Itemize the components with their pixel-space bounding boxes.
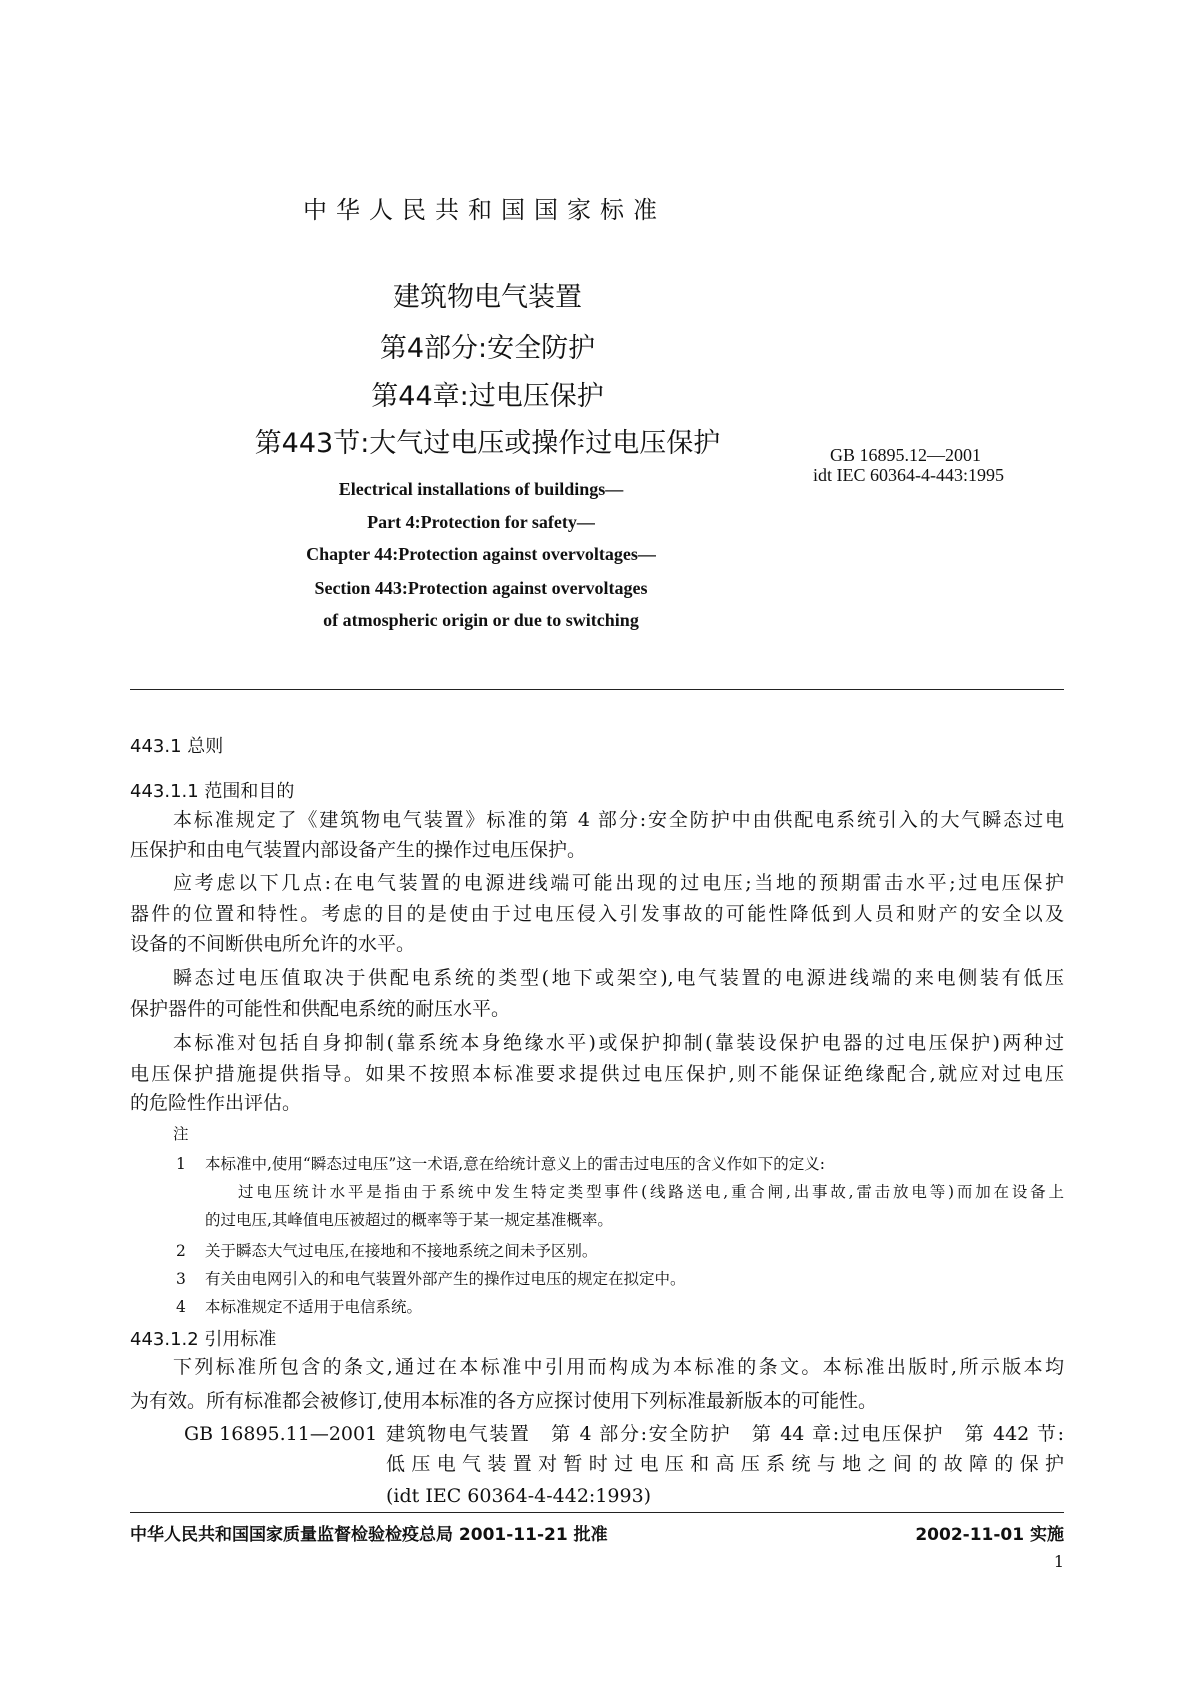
paragraph-line: 应考虑以下几点:在电气装置的电源进线端可能出现的过电压;当地的预期雷击水平;过电压保护 [173, 872, 1064, 894]
title-en-4: Section 443:Protection against overvoltages [314, 578, 648, 598]
title-cn-4: 第443节:大气过电压或操作过电压保护 [254, 428, 721, 459]
paragraph-line: 的危险性作出评估。 [130, 1092, 302, 1114]
divider [130, 689, 1064, 690]
note-definition: 的过电压,其峰值电压被超过的概率等于某一规定基准概率。 [205, 1211, 613, 1229]
note-text: 关于瞬态大气过电压,在接地和不接地系统之间未予区别。 [205, 1242, 598, 1260]
note-label: 注 [173, 1125, 189, 1143]
paragraph-line: 本标准对包括自身抑制(靠系统本身绝缘水平)或保护抑制(靠装设保护电器的过电压保护)两种过 [173, 1032, 1064, 1054]
note-definition: 过电压统计水平是指由于系统中发生特定类型事件(线路送电,重合闸,出事故,雷击放电等)而加在设备上 [238, 1183, 1064, 1201]
paragraph-line: 为有效。所有标准都会被修订,使用本标准的各方应探讨使用下列标准最新版本的可能性。 [130, 1390, 878, 1412]
note-number: 3 [176, 1270, 186, 1288]
note-text: 本标准中,使用“瞬态过电压”这一术语,意在给统计意义上的雷击过电压的含义作如下的定义: [205, 1155, 825, 1173]
note-number: 2 [176, 1242, 186, 1260]
page-number: 1 [1053, 1552, 1064, 1571]
paragraph-line: 压保护和由电气装置内部设备产生的操作过电压保护。 [130, 839, 587, 861]
standard-number: GB 16895.12—2001 [830, 445, 982, 465]
title-en-3: Chapter 44:Protection against overvoltages— [306, 544, 656, 564]
paragraph-line: 器件的位置和特性。考虑的目的是使由于过电压侵入引发事故的可能性降低到人员和财产的安全以及 [130, 903, 1064, 925]
paragraph-line: 保护器件的可能性和供配电系统的耐压水平。 [130, 998, 511, 1020]
title-cn-2: 第4部分:安全防护 [379, 333, 596, 364]
approval-info: 中华人民共和国国家质量监督检验检疫总局 2001-11-21 批准 [130, 1525, 608, 1545]
title-en-5: of atmospheric origin or due to switching [323, 610, 639, 630]
footer-divider [130, 1512, 1064, 1513]
title-en-2: Part 4:Protection for safety— [367, 512, 595, 532]
reference-code: GB 16895.11—2001 [184, 1423, 378, 1445]
paragraph-line: 瞬态过电压值取决于供配电系统的类型(地下或架空),电气装置的电源进线端的来电侧装有低压 [173, 967, 1064, 989]
title-cn-3: 第44章:过电压保护 [371, 381, 604, 412]
reference-title: 建筑物电气装置 第 4 部分:安全防护 第 44 章:过电压保护 第 442 节: [386, 1423, 1064, 1445]
implementation-date: 2002-11-01 实施 [915, 1525, 1064, 1545]
title-en-1: Electrical installations of buildings— [338, 479, 624, 499]
paragraph-line: 下列标准所包含的条文,通过在本标准中引用而构成为本标准的条文。本标准出版时,所示版本均 [173, 1356, 1064, 1378]
section-443-1-2: 443.1.2 引用标准 [130, 1329, 277, 1350]
reference-title: 低压电气装置对暂时过电压和高压系统与地之间的故障的保护 [386, 1453, 1064, 1475]
title-cn-1: 建筑物电气装置 [393, 282, 582, 313]
reference-idt: (idt IEC 60364-4-442:1993) [386, 1485, 652, 1507]
note-number: 1 [176, 1155, 186, 1173]
note-number: 4 [176, 1298, 186, 1316]
note-text: 本标准规定不适用于电信系统。 [205, 1298, 423, 1316]
idt-reference: idt IEC 60364-4-443:1995 [813, 465, 1004, 485]
section-443-1: 443.1 总则 [130, 736, 224, 757]
paragraph-line: 设备的不间断供电所允许的水平。 [130, 933, 416, 955]
national-standard-header: 中华人民共和国国家标准 [303, 196, 666, 224]
section-443-1-1: 443.1.1 范围和目的 [130, 781, 295, 802]
paragraph-line: 电压保护措施提供指导。如果不按照本标准要求提供过电压保护,则不能保证绝缘配合,就应对过电压 [130, 1063, 1064, 1085]
paragraph-line: 本标准规定了《建筑物电气装置》标准的第 4 部分:安全防护中由供配电系统引入的大气瞬态过电 [173, 809, 1064, 831]
note-text: 有关由电网引入的和电气装置外部产生的操作过电压的规定在拟定中。 [205, 1270, 686, 1288]
